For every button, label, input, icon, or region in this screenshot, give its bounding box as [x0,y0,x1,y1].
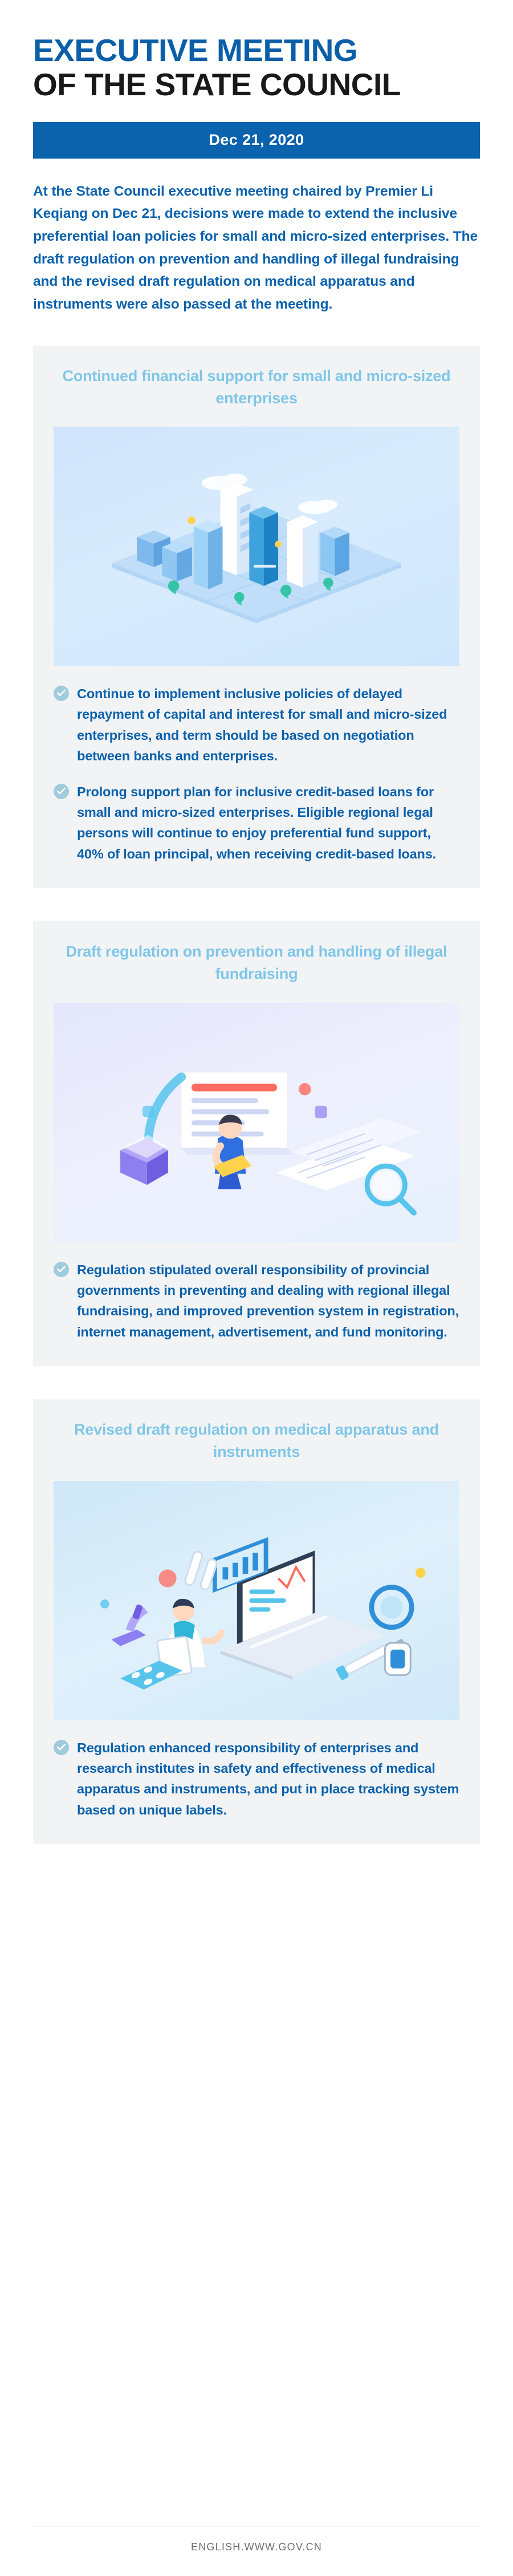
section-card-financial-support [33,346,480,889]
medical-equipment-doctor-illustration [54,1481,459,1720]
list-item [54,1259,459,1343]
card-title: Draft regulation on prevention and handling of illegal fundraising [66,943,447,983]
card-title: Revised draft regulation on medical apparatus and instruments [74,1421,439,1461]
bullet-text: Regulation enhanced responsibility of enterprises and research institutes in safety and effectiveness of medical apparatus and instruments, and put in place tracking system based on unique labels. [77,1740,459,1817]
page-title [33,34,480,102]
intro-paragraph: At the State Council executive meeting chaired by Premier Li Keqiang on Dec 21, decisions were made to extend the inclusive preferential loan policies for small and micro-sized enterprises. The draft regulation on prevention and handling of illegal fundraising and the revised draft regulation on medical apparatus and instruments were also passed at the meeting. [33,183,478,312]
check-circle-icon [54,1262,69,1277]
section-card-medical-apparatus [33,1399,480,1844]
card-title: Continued financial support for small and micro-sized enterprises [62,367,451,407]
title-line-secondary: OF THE STATE COUNCIL [33,66,401,102]
footer [0,2526,513,2576]
section-card-illegal-fundraising [33,921,480,1366]
bullet-text: Continue to implement inclusive policies of delayed repayment of capital and interest for small and micro-sized enterprises, and term should be based on negotiation between banks and enterprises. [77,686,447,764]
isometric-city-skyline-illustration [54,427,459,666]
list-item [54,781,459,865]
bullet-text: Prolong support plan for inclusive credit-based loans for small and micro-sized enterprises. Eligible regional legal persons will continue to enjoy preferential fund support, 40% of loan principal, when receiving credit-based loans. [77,784,437,861]
bullet-text: Regulation stipulated overall responsibility of provincial governments in preventing and dealing with regional illegal fundraising, and improved prevention system in registration, internet management, advertisement, and fund monitoring. [77,1262,459,1339]
check-circle-icon [54,784,69,799]
source-label: ENGLISH.WWW.GOV.CN [191,2541,322,2553]
check-circle-icon [54,1740,69,1755]
date-banner [33,122,480,159]
list-item [54,1737,459,1821]
title-line-primary: EXECUTIVE MEETING [33,33,358,68]
date-label: Dec 21, 2020 [209,131,304,148]
list-item [54,683,459,767]
person-reading-documents-illustration [54,1003,459,1242]
check-circle-icon [54,686,69,701]
